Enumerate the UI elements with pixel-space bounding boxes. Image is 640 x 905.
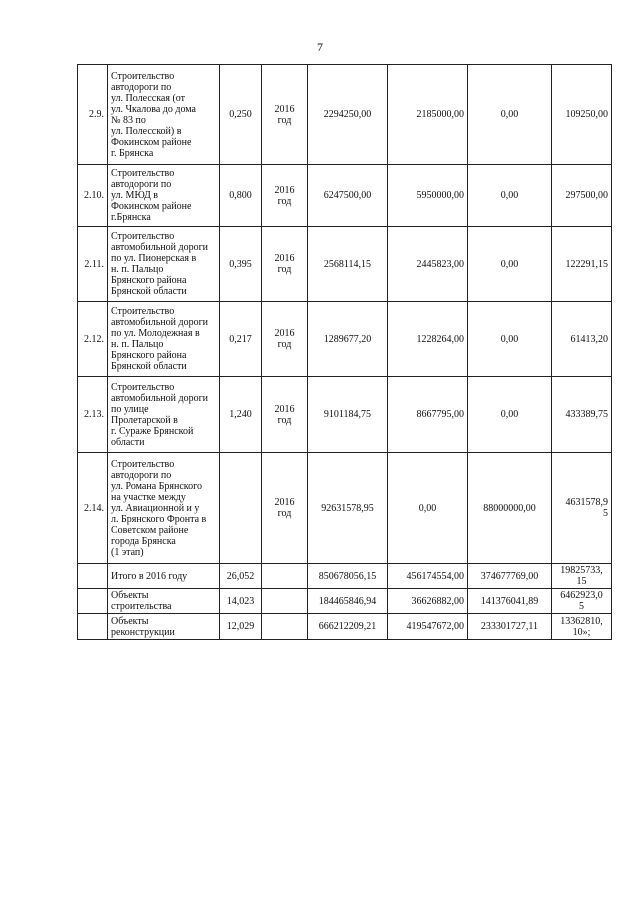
row-length: 0,217 xyxy=(220,302,262,377)
summary-length: 26,052 xyxy=(220,564,262,589)
summary-col6: 141376041,89 xyxy=(468,589,552,614)
row-total: 2568114,15 xyxy=(308,227,388,302)
summary-col5: 456174554,00 xyxy=(388,564,468,589)
row-number: 2.12. xyxy=(78,302,108,377)
row-col7: 297500,00 xyxy=(552,165,612,227)
row-col5: 2185000,00 xyxy=(388,65,468,165)
summary-label: Итого в 2016 году xyxy=(108,564,220,589)
summary-col6: 233301727,11 xyxy=(468,614,552,640)
table-row xyxy=(78,377,612,453)
row-col6: 88000000,00 xyxy=(468,453,552,564)
summary-col6: 374677769,00 xyxy=(468,564,552,589)
row-col5: 2445823,00 xyxy=(388,227,468,302)
summary-col7: 19825733, 15 xyxy=(552,564,612,589)
row-number: 2.13. xyxy=(78,377,108,453)
row-col7: 61413,20 xyxy=(552,302,612,377)
table-row xyxy=(78,65,612,165)
row-number: 2.11. xyxy=(78,227,108,302)
empty-cell xyxy=(262,614,308,640)
row-col7: 122291,15 xyxy=(552,227,612,302)
summary-total: 184465846,94 xyxy=(308,589,388,614)
summary-length: 12,029 xyxy=(220,614,262,640)
row-col6: 0,00 xyxy=(468,227,552,302)
row-total: 92631578,95 xyxy=(308,453,388,564)
empty-cell xyxy=(78,564,108,589)
row-year: 2016 год xyxy=(262,65,308,165)
summary-col5: 36626882,00 xyxy=(388,589,468,614)
row-col6: 0,00 xyxy=(468,302,552,377)
empty-cell xyxy=(78,589,108,614)
summary-label: Объекты реконструкции xyxy=(108,614,220,640)
summary-col5: 419547672,00 xyxy=(388,614,468,640)
row-col7: 433389,75 xyxy=(552,377,612,453)
summary-row xyxy=(78,589,612,614)
row-length: 0,800 xyxy=(220,165,262,227)
row-total: 2294250,00 xyxy=(308,65,388,165)
row-col5: 1228264,00 xyxy=(388,302,468,377)
empty-cell xyxy=(78,614,108,640)
row-description: Строительство автодороги по ул. Полесская (от ул. Чкалова до дома № 83 по ул. Полесской) в Фокинском районе г. Брянска xyxy=(108,65,220,165)
row-length xyxy=(220,453,262,564)
summary-row xyxy=(78,564,612,589)
row-description: Строительство автомобильной дороги по улице Пролетарской в г. Сураже Брянской области xyxy=(108,377,220,453)
summary-label: Объекты строительства xyxy=(108,589,220,614)
row-total: 9101184,75 xyxy=(308,377,388,453)
row-year: 2016 год xyxy=(262,302,308,377)
empty-cell xyxy=(262,564,308,589)
summary-col7: 6462923,0 5 xyxy=(552,589,612,614)
row-number: 2.9. xyxy=(78,65,108,165)
summary-col7: 13362810, 10»; xyxy=(552,614,612,640)
empty-cell xyxy=(262,589,308,614)
row-length: 1,240 xyxy=(220,377,262,453)
summary-total: 666212209,21 xyxy=(308,614,388,640)
row-length: 0,395 xyxy=(220,227,262,302)
row-col6: 0,00 xyxy=(468,65,552,165)
summary-total: 850678056,15 xyxy=(308,564,388,589)
page-number: 7 xyxy=(317,40,323,54)
row-total: 1289677,20 xyxy=(308,302,388,377)
row-year: 2016 год xyxy=(262,453,308,564)
row-year: 2016 год xyxy=(262,165,308,227)
row-col6: 0,00 xyxy=(468,377,552,453)
row-total: 6247500,00 xyxy=(308,165,388,227)
summary-length: 14,023 xyxy=(220,589,262,614)
row-number: 2.14. xyxy=(78,453,108,564)
table-row xyxy=(78,453,612,564)
row-number: 2.10. xyxy=(78,165,108,227)
row-col6: 0,00 xyxy=(468,165,552,227)
row-description: Строительство автодороги по ул. МЮД в Фокинском районе г.Брянска xyxy=(108,165,220,227)
row-length: 0,250 xyxy=(220,65,262,165)
row-col7: 4631578,9 5 xyxy=(552,453,612,564)
row-col5: 8667795,00 xyxy=(388,377,468,453)
row-description: Строительство автомобильной дороги по ул. Пионерская в н. п. Пальцо Брянского района Брянской области xyxy=(108,227,220,302)
row-col7: 109250,00 xyxy=(552,65,612,165)
row-description: Строительство автомобильной дороги по ул. Молодежная в н. п. Пальцо Брянского района Брянской области xyxy=(108,302,220,377)
row-year: 2016 год xyxy=(262,377,308,453)
table-row xyxy=(78,302,612,377)
summary-row xyxy=(78,614,612,640)
row-year: 2016 год xyxy=(262,227,308,302)
table-row xyxy=(78,227,612,302)
row-description: Строительство автодороги по ул. Романа Брянского на участке между ул. Авиационной и у л. Брянского Фронта в Советском районе города Брянска (1 этап) xyxy=(108,453,220,564)
row-col5: 0,00 xyxy=(388,453,468,564)
table-row xyxy=(78,165,612,227)
construction-table xyxy=(77,64,612,640)
row-col5: 5950000,00 xyxy=(388,165,468,227)
